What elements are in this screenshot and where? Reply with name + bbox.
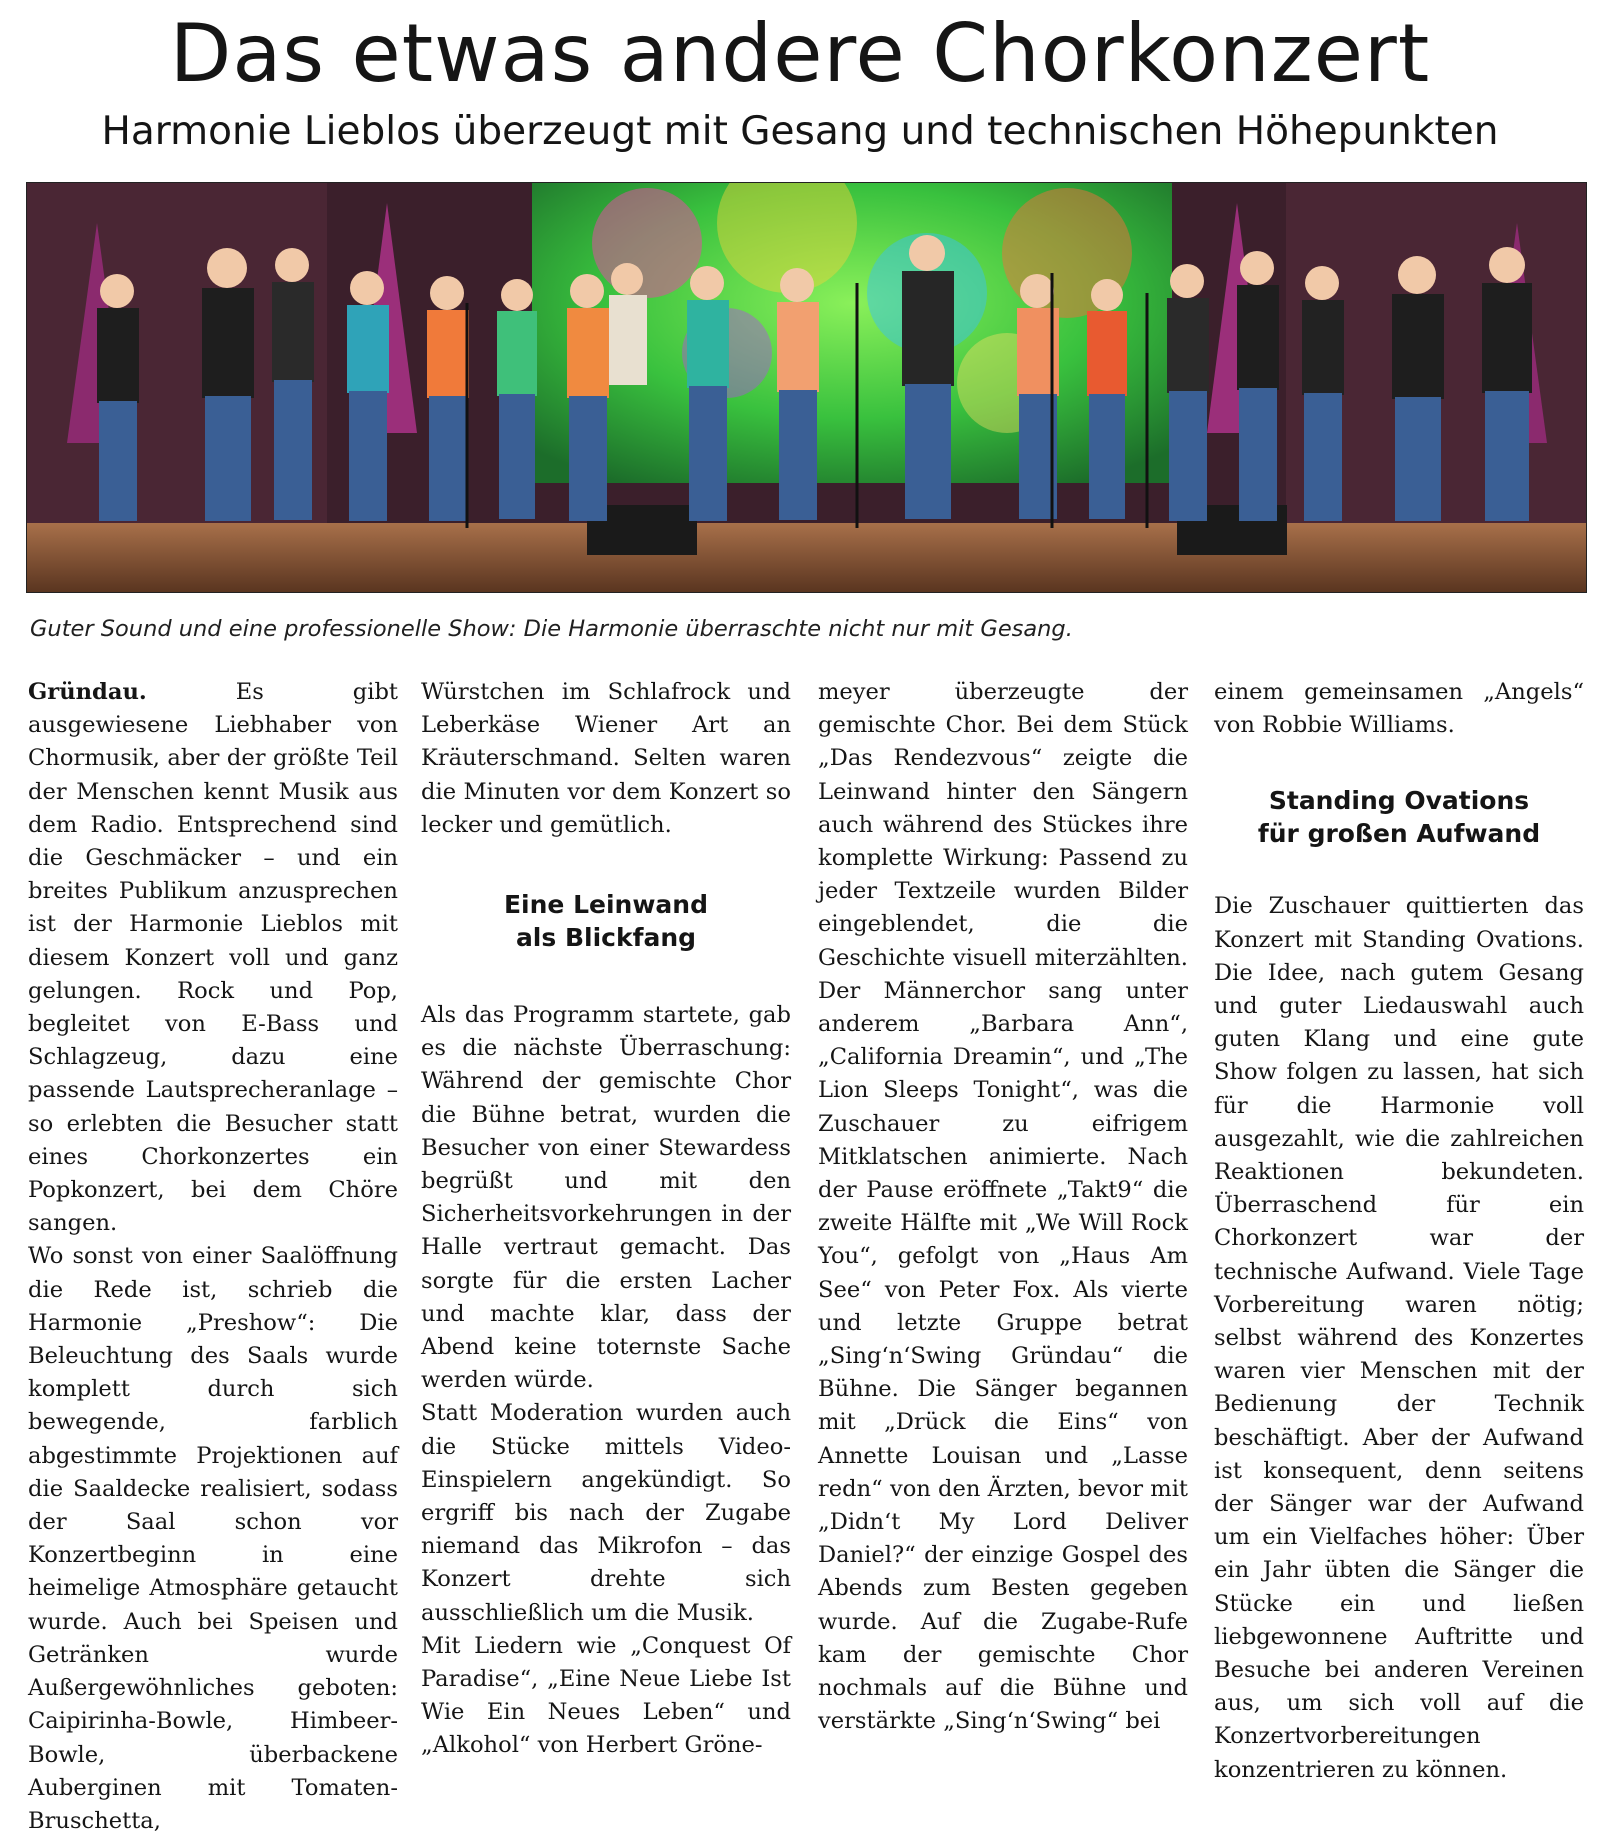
choir-photo-illustration: [27, 183, 1586, 592]
article-paragraph: einem gemeinsamen „Angels“ von Robbie Williams.: [1214, 679, 1584, 739]
article-paragraph: Mit Liedern wie „Conquest Of Paradise“, „Eine Neue Liebe Ist Wie Ein Neues Leben“ und „Alkohol“ von Herbert Gröne-: [421, 1632, 791, 1759]
stage-floor: [27, 523, 1586, 592]
article-column-3: [818, 676, 1188, 1739]
article-column-4: [1214, 676, 1584, 1787]
photo-caption: Guter Sound und eine professionelle Show: Die Harmonie überraschte nicht nur mit Gesang.: [30, 616, 1073, 642]
article-paragraph: [28, 676, 398, 1240]
article-paragraph: meyer überzeugte der gemischte Chor. Bei dem Stück „Das Rendezvous“ zeigte die Leinwand hinter den Sängern auch während des Stückes ihre komplette Wirkung: Passend zu jeder Textzeile wurden Bilder eingeblendet, die die Geschichte visuell miterzählten. Der Männerchor sang unter anderem „Barbara Ann“, „California Dreamin“, und „The Lion Sleeps Tonight“, was die Zuschauer zu eifrigem Mitklatschen animierte. Nach der Pause eröffnete „Takt9“ die zweite Hälfte mit „We Will Rock You“, gefolgt von „Haus Am See“ von Peter Fox. Als vierte und letzte Gruppe betrat „Sing‘n‘Swing Gründau“ die Bühne. Die Sänger begannen mit „Drück die Eins“ von Annette Louisan und „Lasse redn“ von den Ärzten, bevor mit „Didn‘t My Lord Deliver Daniel?“ der einzige Gospel des Abends zum Besten gegeben wurde. Auf die Zugabe-Rufe kam der gemischte Chor nochmals auf die Bühne und verstärkte „Sing‘n‘Swing“ bei: [818, 679, 1188, 1735]
subhead-line: Standing Ovations: [1268, 786, 1530, 816]
headline: Das etwas andere Chorkonzert: [169, 7, 1431, 100]
article-paragraph: Wo sonst von einer Saalöffnung die Rede ist, schrieb die Harmonie „Preshow“: Die Beleuchtung des Saals wurde komplett durch sich bewegende, farblich abgestimmte Projektionen auf die Saaldecke realisiert, sodass der Saal schon vor Konzertbeginn in eine heimelige Atmosphäre getaucht wurde. Auch bei Speisen und Getränken wurde Außergewöhnliches geboten: Caipirinha-Bowle, Himbeer-Bowle, überbackene Auberginen mit Tomaten-Bruschetta,: [28, 1243, 398, 1834]
section-subhead: [1214, 784, 1584, 850]
subhead-line: Eine Leinwand: [503, 890, 709, 920]
article-paragraph: Würstchen im Schlafrock und Leberkäse Wiener Art an Kräuterschmand. Selten waren die Minuten vor dem Konzert so lecker und gemütlich.: [421, 679, 791, 838]
dateline: Gründau.: [28, 679, 147, 705]
article-paragraph: Die Zuschauer quittierten das Konzert mit Standing Ovations. Die Idee, nach gutem Gesang und guter Liedauswahl auch guten Klang und eine gute Show folgen zu lassen, hat sich für die Harmonie voll ausgezahlt, wie die zahlreichen Reaktionen bekundeten. Überraschend für ein Chorkonzert war der technische Aufwand. Viele Tage Vorbereitung waren nötig; selbst während des Konzertes waren vier Menschen mit der Bedienung der Technik beschäftigt. Aber der Aufwand ist konsequent, denn seitens der Sänger war der Aufwand um ein Vielfaches höher: Über ein Jahr übten die Sänger die Stücke ein und ließen liebgewonnene Auftritte und Besuche bei anderen Vereinen aus, um sich voll auf die Konzertvorbereitungen konzentrieren zu können.: [1214, 893, 1584, 1783]
choir-photo: [26, 182, 1587, 593]
subhead-line: als Blickfang: [515, 923, 697, 953]
article-paragraph: Als das Programm startete, gab es die nächste Überraschung: Während der gemischte Chor die Bühne betrat, wurden die Besucher von einer Stewardess begrüßt und mit den Sicherheitsvorkehrungen in der Halle vertraut gemacht. Das sorgte für die ersten Lacher und machte klar, dass der Abend keine toternste Sache werden würde.: [421, 1002, 791, 1394]
article-paragraph: Statt Moderation wurden auch die Stücke mittels Video-Einspielern angekündigt. So ergriff bis nach der Zugabe niemand das Mikrofon – das Konzert drehte sich ausschließlich um die Musik.: [421, 1400, 791, 1626]
article-column-1: [28, 676, 398, 1838]
section-subhead: [421, 888, 791, 954]
paragraph-text: Es gibt ausgewiesene Liebhaber von Chormusik, aber der größte Teil der Menschen kennt Musik aus dem Radio. Entsprechend sind die Geschmäcker – und ein breites Publikum anzusprechen ist der Harmonie Lieblos mit diesem Konzert voll und ganz gelungen. Rock und Pop, begleitet von E-Bass und Schlagzeug, dazu eine passende Lautsprecheranlage – so erlebten die Besucher statt eines Chorkonzertes ein Popkonzert, bei dem Chöre sangen.: [28, 679, 398, 1237]
article-column-2: [421, 676, 791, 1763]
subheadline: Harmonie Lieblos überzeugt mit Gesang und technischen Höhepunkten: [101, 109, 1499, 154]
subhead-line: für großen Aufwand: [1257, 819, 1541, 849]
